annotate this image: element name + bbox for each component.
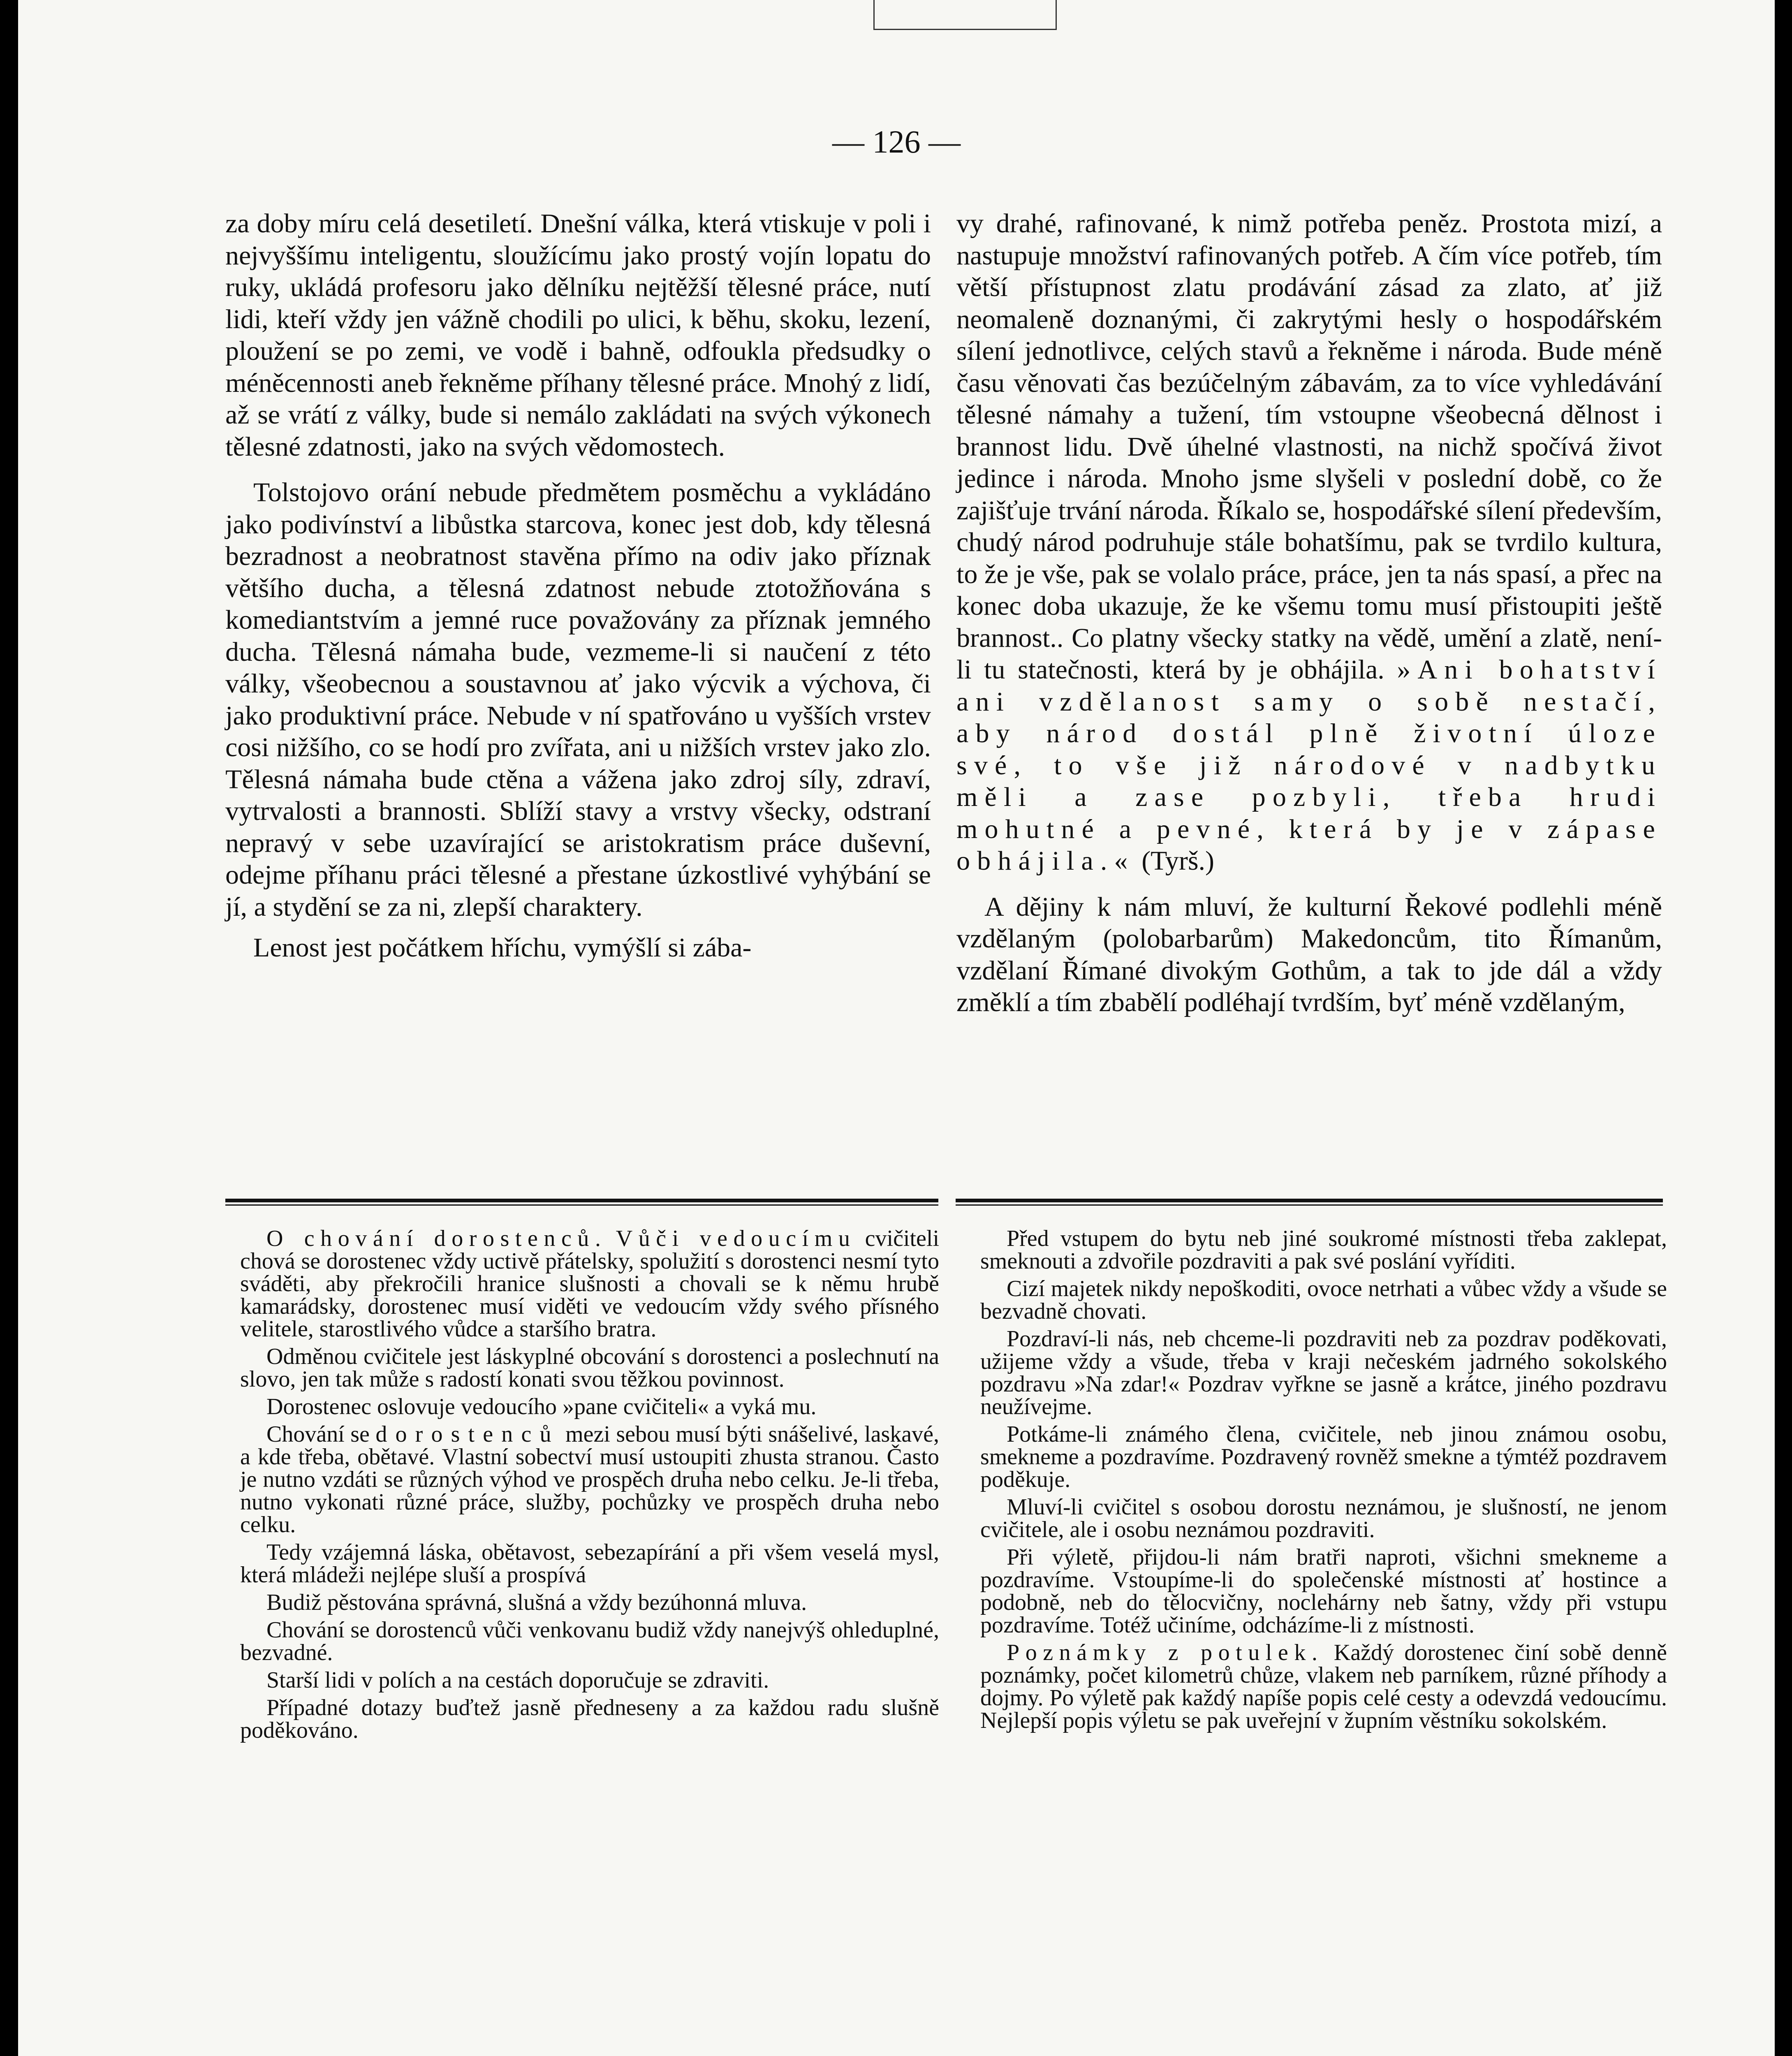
conduct-paragraph-4-start: Chování se — [266, 1422, 376, 1447]
upper-left-paragraph-2: Tolstojovo orání nebude předmětem posměchu a vykládáno jako podivínství a libůstka starcova, konec jest dob, kdy tělesná bezradnost a neobratnost stavěna přímo na odiv jako příznak většího ducha, a tělesná zdatnost nebude ztotožňována s komediantstvím a jemné ruce považovány za příznak jemného ducha. Tělesná námaha bude, vezmeme-li si naučení z této války, všeobecnou a soustavnou ať jako výcvik a výchova, či jako produktivní práce. Nebude v ní spatřováno u vyšších vrstev cosi nižšího, co se hodí pro zvířata, ani u nižších vrstev jako zlo. Tělesná námaha bude ctěna a vážena jako zdroj síly, zdraví, vytrvalosti a brannosti. Sblíží stavy a vrstvy všecky, odstraní nepravý v sebe uzavírající se aristokratism práce duševní, odejme příhanu práci tělesné a přestane úzkostlivé vyhýbání se jí, a stydění se za ni, zlepší charaktery. — [225, 477, 931, 922]
greeting-paragraph-5: Mluví-li cvičitel s osobou dorostu neznámou, je slušností, ne jenom cvičitele, ale i osobu neznámou pozdraviti. — [980, 1494, 1667, 1542]
quote-source: (Tyrš.) — [1134, 846, 1215, 876]
greeting-paragraph-2: Cizí majetek nikdy nepoškoditi, ovoce netrhati a vůbec vždy a všude se bezvadně chovati. — [980, 1276, 1667, 1324]
conduct-paragraph-6: Budiž pěstována správná, slušná a vždy bezúhonná mluva. — [266, 1590, 807, 1615]
greeting-paragraph-1: Před vstupem do bytu neb jiné soukromé místnosti třeba zaklepat, smeknouti a zdvořile pozdraviti a pak své poslání vyříditi. — [980, 1226, 1667, 1274]
conduct-paragraph-8: Starší lidi v polích a na cestách doporučuje se zdraviti. — [266, 1667, 769, 1693]
conduct-paragraph-4-spaced: dorostenců — [375, 1422, 560, 1447]
upper-right-column — [956, 208, 1662, 1019]
lower-right-column — [980, 1227, 1667, 1732]
conduct-paragraph-1 — [240, 1227, 939, 1341]
conduct-paragraph-9: Případné dotazy buďtež jasně předneseny a za každou radu slušně poděkováno. — [240, 1695, 939, 1743]
conduct-paragraph-4 — [240, 1423, 939, 1536]
lower-left-column — [240, 1227, 939, 1742]
upper-left-column — [225, 208, 931, 964]
conduct-paragraph-1-text: cvičiteli chová se dorostenec vždy uctivě přátelsky, spolužití s dorostenci nesmí tyto sváděti, aby překročili hranice slušnosti a chovali se k němu hrubě kamarádsky, dorostenec musí viděti ve vedoucím vždy svého přísného velitele, starostlivého vůdce a staršího bratra. — [240, 1226, 940, 1342]
conduct-paragraph-4-text: mezi sebou musí býti snášelivé, laskavé, a kde třeba, obětavé. Vlastní sobectví musí ustoupiti zhusta stranou. Často je nutno vzdáti se různých výhod ve prospěch druha nebo celku. Je-li třeba, nutno vykonati různé práce, služby, pochůzky ve prospěch druha nebo celku. — [240, 1422, 939, 1537]
section-divider-left — [225, 1199, 938, 1206]
greeting-paragraph-3: Pozdraví-li nás, neb chceme-li pozdraviti neb za pozdrav poděkovati, užijeme vždy a všude, třeba v kraji nečeském jadrného sokolského pozdravu »Na zdar!« Pozdrav vyřkne se jasně a krátce, jiného pozdravu neužívejme. — [980, 1326, 1667, 1419]
conduct-paragraph-3: Dorostenec oslovuje vedoucího »pane cvičiteli« a vyká mu. — [266, 1394, 817, 1419]
upper-left-paragraph-1: za doby míru celá desetiletí. Dnešní válka, která vtiskuje v poli i nejvyššímu inteligentu, sloužícímu jako prostý vojín lopatu do ruky, ukládá profesoru jako dělníku nejtěžší tělesné práce, nutí lidi, kteří vždy jen vážně chodili po ulici, k běhu, skoku, lezení, ploužení se po zemi, ve vodě i bahně, odfoukla předsudky o méněcennosti aneb řekněme příhany tělesné práce. Mnohý z lidí, až se vrátí z války, bude si nemálo zakládati na svých výkonech tělesné zdatnosti, jako na svých vědomostech. — [225, 208, 931, 462]
tyrs-quote: »Ani bohatství ani vzdělanost samy o sobě nestačí, aby národ dostál plně životní úloze své, to vše již národové v nadbytku měli a zase pozbyli, třeba hrudi mohutné a pevné, která by je v zápase obhájila.« — [956, 655, 1662, 876]
book-page — [18, 0, 1775, 2056]
section-divider-right — [956, 1199, 1663, 1206]
greeting-paragraph-6: Při výletě, přijdou-li nám bratři naproti, všichni smekneme a pozdravíme. Vstoupíme-li do společenské místnosti ať hostince a podobně, neb do tělocvičny, noclehárny neb šatny, vždy při vstupu pozdravíme. Totéž učiníme, odcházíme-li z místnosti. — [980, 1544, 1667, 1638]
conduct-teacher-phrase: Vůči vedoucímu — [616, 1226, 856, 1251]
page-number: — 126 — — [832, 124, 961, 160]
conduct-heading: O chování dorostenců. — [266, 1226, 607, 1251]
conduct-paragraph-5: Tedy vzájemná láska, obětavost, sebezapírání a při všem veselá mysl, která mládeži nejlépe sluší a prospívá — [240, 1540, 939, 1588]
conduct-paragraph-2: Odměnou cvičitele jest láskyplné obcování s dorostenci a poslechnutí na slovo, jen tak může s radostí konati svou těžkou povinnost. — [240, 1344, 939, 1392]
upper-right-paragraph-1-text: vy drahé, rafinované, k nimž potřeba peněz. Prostota mizí, a nastupuje množství rafinovaných potřeb. A čím více potřeb, tím větší přístupnost zlatu prodávání zásad za zlato, ať již neomaleně doznanými, či zakrytými hesly o hospodářském sílení jednotlivce, celých stavů a řekněme i národa. Bude méně času věnovati čas bezúčelným zábavám, za to více vyhledávání tělesné námahy a tužení, tím vstoupne všeobecná dělnost i brannost lidu. Dvě úhelné vlastnosti, na nichž spočívá život jedince i národa. Mnoho jsme slyšeli v poslední době, co že zajišťuje trvání národa. Říkalo se, hospodářské sílení především, chudý národ podruhuje stále bohatšímu, pak se tvrdilo kultura, to že je vše, pak se volalo práce, práce, jen ta nás spasí, a přec na konec doba ukazuje, že ke všemu tomu musí přistoupiti ještě brannost.. Co platny všecky statky na vědě, umění a zlatě, není-li tu statečnosti, která by je obhájila. — [956, 208, 1662, 685]
upper-left-paragraph-3: Lenost jest počátkem hříchu, vymýšlí si zába- — [253, 933, 752, 963]
scan-artifact-bracket — [873, 0, 1057, 30]
upper-right-paragraph-1 — [956, 208, 1662, 877]
notes-paragraph — [980, 1642, 1667, 1732]
notes-heading: Poznámky z potulek. — [1007, 1640, 1324, 1665]
greeting-paragraph-4: Potkáme-li známého člena, cvičitele, neb jinou známou osobu, smekneme a pozdravíme. Pozdravený rovněž smekne a týmtéž pozdravem poděkuje. — [980, 1422, 1667, 1492]
upper-right-paragraph-2: A dějiny k nám mluví, že kulturní Řekové podlehli méně vzdělaným (polobarbarům) Makedoncům, tito Římanům, vzdělaní Římané divokým Gothům, a tak to jde dál a vždy změklí a tím zbabělí podléhají tvrdším, byť méně vzdělaným, — [956, 891, 1662, 1017]
notes-paragraph-text: Každý dorostenec činí sobě denně poznámky, počet kilometrů chůze, vlakem neb parníkem, různé příhody a dojmy. Po výletě pak každý napíše popis celé cesty a odevzdá vedoucímu. Nejlepší popis výletu se pak uveřejní v župním věstníku sokolském. — [980, 1640, 1667, 1733]
conduct-paragraph-7: Chování se dorostenců vůči venkovanu budiž vždy nanejvýš ohleduplné, bezvadné. — [240, 1617, 939, 1665]
